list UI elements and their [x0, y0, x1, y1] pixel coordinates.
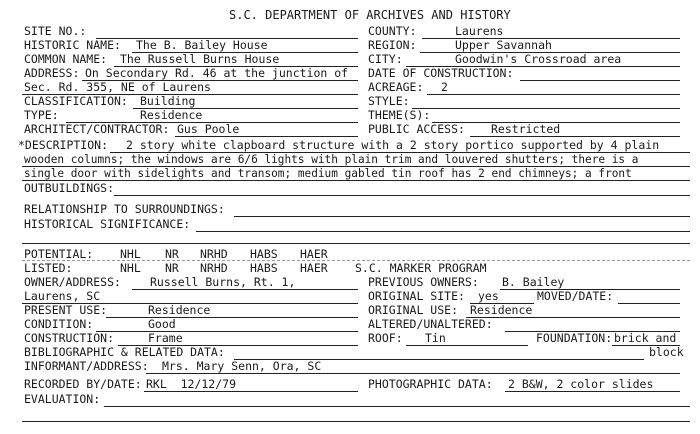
relationship-line [234, 216, 690, 217]
common-name-value: The Russell Burns House [120, 52, 280, 66]
biblio-label: BIBLIOGRAPHIC & RELATED DATA: [24, 345, 225, 359]
public-access-label: PUBLIC ACCESS: [368, 122, 465, 136]
listed-haer: HAER [300, 261, 328, 275]
original-site-value: yes [478, 289, 499, 303]
informant-value: Mrs. Mary Senn, Ora, SC [162, 359, 322, 373]
altered-label: ALTERED/UNALTERED: [368, 317, 493, 331]
county-label: COUNTY: [368, 24, 417, 38]
original-use-value: Residence [470, 303, 533, 317]
original-use-label: ORIGINAL USE: [368, 303, 459, 317]
listed-nrhd: NRHD [200, 261, 228, 275]
potential-nr: NR [165, 247, 179, 261]
original-use-line [466, 317, 680, 318]
classification-value: Building [140, 94, 196, 108]
present-use-label: PRESENT USE: [24, 303, 108, 317]
evaluation-line [104, 406, 690, 407]
foundation-label: FOUNDATION: [536, 331, 613, 345]
relationship-label: RELATIONSHIP TO SURROUNDINGS: [24, 202, 225, 216]
type-value: Residence [140, 108, 203, 122]
acreage-label: ACREAGE: [368, 80, 424, 94]
condition-line [96, 331, 358, 332]
type-label: TYPE: [24, 108, 59, 122]
style-line [412, 108, 680, 109]
listed-nr: NR [165, 261, 179, 275]
construction-label: CONSTRUCTION: [24, 331, 115, 345]
style-label: STYLE: [368, 94, 410, 108]
form-header: S.C. DEPARTMENT OF ARCHIVES AND HISTORY [229, 8, 511, 22]
owner-value-2: Laurens, SC [24, 289, 101, 303]
common-name-label: COMMON NAME: [24, 52, 108, 66]
city-value: Goodwin's Crossroad area [455, 52, 622, 66]
potential-label: POTENTIAL: [24, 247, 94, 261]
description-line-3: single door with sidelights and transom; medium gabled tin roof has 2 end chimneys; a front [24, 167, 632, 180]
photographic-data-label: PHOTOGRAPHIC DATA: [368, 377, 493, 391]
date-of-construction-label: DATE OF CONSTRUCTION: [368, 66, 514, 80]
region-value: Upper Savannah [455, 38, 552, 52]
architect-value: Gus Poole [177, 122, 240, 136]
condition-value: Good [148, 317, 176, 331]
evaluation-label: EVALUATION: [24, 392, 101, 406]
city-label: CITY: [368, 52, 403, 66]
roof-value: Tin [425, 331, 446, 345]
significance-label: HISTORICAL SIGNIFICANCE: [24, 217, 191, 231]
informant-label: INFORMANT/ADDRESS: [24, 359, 149, 373]
outbuildings-line [114, 195, 690, 196]
historic-name-label: HISTORIC NAME: [24, 38, 121, 52]
foundation-value-2: block [649, 345, 684, 359]
description-line-1: 2 story white clapboard structure with a 2 story portico supported by 4 plain [126, 138, 660, 152]
public-access-line [470, 136, 680, 137]
historic-name-value: The B. Bailey House [136, 38, 268, 52]
public-access-value: Restricted [491, 122, 561, 136]
potential-nhl: NHL [120, 247, 141, 261]
listed-habs: HABS [250, 261, 278, 275]
photographic-data-value: 2 B&W, 2 color slides [508, 377, 654, 391]
informant-line [146, 373, 680, 374]
theme-label: THEME(S): [368, 108, 431, 122]
address-value-1: On Secondary Rd. 46 at the junction of [85, 66, 349, 80]
recorded-label: RECORDED BY/DATE: [24, 377, 142, 391]
description-label: *DESCRIPTION: [18, 138, 109, 152]
potential-nrhd: NRHD [200, 247, 228, 261]
previous-owners-label: PREVIOUS OWNERS: [368, 275, 479, 289]
foundation-value-1: brick and [614, 331, 677, 345]
moved-date-line [618, 303, 680, 304]
blank-line-2 [22, 421, 690, 422]
listed-nhl: NHL [120, 261, 141, 275]
outbuildings-label: OUTBUILDINGS: [24, 181, 115, 195]
recorded-value: RKL 12/12/79 [146, 377, 237, 391]
marker-program-label: S.C. MARKER PROGRAM [355, 261, 487, 275]
acreage-value: 2 [441, 80, 448, 94]
significance-line [196, 231, 690, 232]
potential-habs: HABS [250, 247, 278, 261]
address-value-2: Sec. Rd. 355, NE of Laurens [24, 80, 211, 94]
classification-label: CLASSIFICATION: [24, 94, 128, 108]
architect-line [175, 136, 358, 137]
date-of-construction-line [520, 80, 680, 81]
present-use-value: Residence [148, 303, 211, 317]
architect-label: ARCHITECT/CONTRACTOR: [24, 122, 170, 136]
present-use-line [106, 317, 358, 318]
moved-date-label: MOVED/DATE: [537, 289, 614, 303]
description-line-2: wooden columns; the windows are 6/6 lights with plain trim and louvered shutters; there is a [24, 153, 639, 166]
owner-value-1: Russell Burns, Rt. 1, [150, 275, 296, 289]
original-site-label: ORIGINAL SITE: [368, 289, 465, 303]
acreage-line [427, 94, 680, 95]
listed-label: LISTED: [24, 261, 73, 275]
potential-haer: HAER [300, 247, 328, 261]
construction-value: Frame [148, 331, 183, 345]
recorded-line [144, 391, 358, 392]
roof-line [406, 345, 528, 346]
description-rule-3 [22, 180, 690, 181]
address-label: ADDRESS: [24, 66, 80, 80]
site-no-label: SITE NO.: [24, 24, 87, 38]
previous-owners-value: B. Bailey [502, 275, 565, 289]
owner-label: OWNER/ADDRESS: [24, 275, 121, 289]
photographic-data-line [505, 391, 680, 392]
roof-label: ROOF: [368, 331, 403, 345]
condition-label: CONDITION: [24, 317, 94, 331]
county-value: Laurens [455, 24, 504, 38]
blank-line-1 [22, 243, 690, 244]
region-label: REGION: [368, 38, 417, 52]
owner-line-1 [132, 289, 358, 290]
